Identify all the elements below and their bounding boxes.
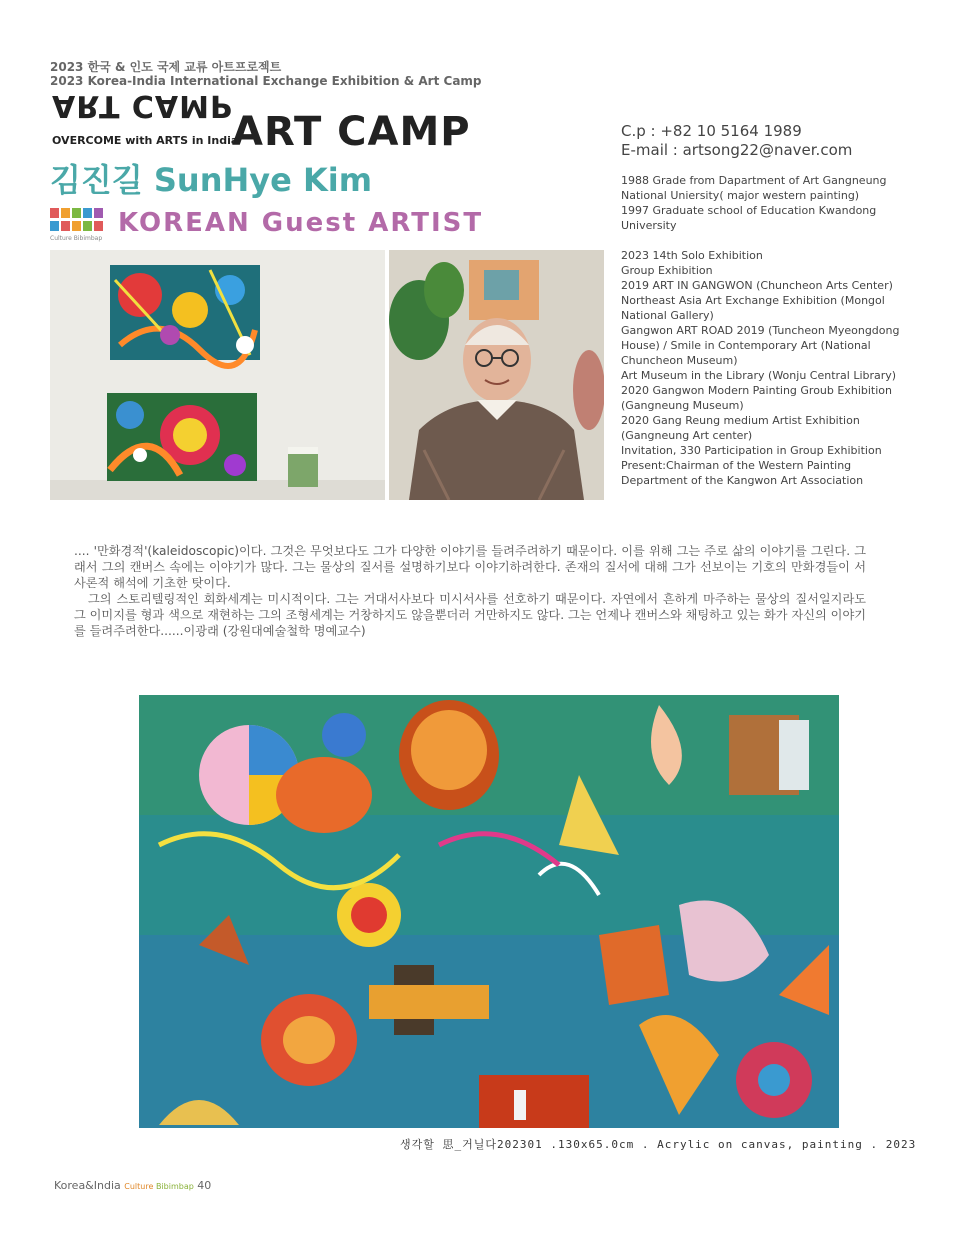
artist-label: KOREAN Guest ARTIST [118,208,484,238]
badge-text: Culture Bibimbap [50,235,103,242]
logo-flipped-text: ART CAMP [52,88,233,123]
bio-exhibition-1: 2023 14th Solo Exhibition [621,249,763,262]
bio-exhibition-11: Department of the Kangwon Art Association [621,474,864,487]
phone-number: C.p : +82 10 5164 1989 [621,122,802,140]
logo-main-text: ART CAMP [232,109,471,155]
email-address: E-mail : artsong22@naver.com [621,141,853,159]
main-artwork-painting [139,695,839,1128]
artist-name: 김진길 SunHye Kim [50,161,373,199]
bio-education-2: 1997 Graduate school of Education Kwandong University [621,204,877,232]
culture-bibimbap-logo [50,208,106,242]
artist-biography [621,173,901,488]
contact-block [621,122,852,160]
page-footer [54,1179,211,1192]
bio-exhibition-8: 2020 Gang Reung medium Artist Exhibition (Gangneung Art center) [621,414,860,442]
page-number: 40 [193,1179,212,1192]
bio-exhibition-10: Present:Chairman of the Western Painting [621,459,852,472]
footer-brand-bibimbap: Bibimbap [155,1182,194,1191]
bio-exhibition-3: 2019 ART IN GANGWON (Chuncheon Arts Center) [621,279,893,292]
bio-exhibition-7: 2020 Gangwon Modern Painting Groub Exhibition (Gangneung Museum) [621,384,892,412]
essay-paragraph-1: .... '만화경적'(kaleidoscopic)이다. 그것은 무엇보다도 그가 다양한 이야기를 들려주려하기 때문이다. 이를 위해 그는 주로 삶의 이야기를 그린다. 그래서 그의 캔버스 속에는 이야기가 많다. 그는 물상의 질서를 설명하기보다 이야기하려한다. 존재의 질서에 대해 그가 선보이는 기호의 만화경들이 서사론적 해석에 기초한 탓이다. [74,544,866,590]
bio-exhibition-4: Northeast Asia Art Exchange Exhibition (Mongol National Gallery) [621,294,885,322]
critic-essay [74,543,866,639]
header-korean-title: 2023 한국 & 인도 국제 교류 아트프로젝트 [50,60,282,74]
header-english-title: 2023 Korea-India International Exchange Exhibition & Art Camp [50,74,482,88]
exhibition-wall-photo [50,250,385,500]
bio-exhibition-5: Gangwon ART ROAD 2019 (Tuncheon Myeongdong House) / Smile in Contemporary Art (National Chuncheon Museum) [621,324,900,367]
bio-exhibition-2: Group Exhibition [621,264,713,277]
artwork-caption: 생각할 思_거닐다202301 .130x65.0cm . Acrylic on canvas, painting . 2023 [400,1138,917,1151]
bio-exhibition-6: Art Museum in the Library (Wonju Central Library) [621,369,897,382]
footer-prefix: Korea&India [54,1179,125,1192]
bio-education-1: 1988 Grade from Dapartment of Art Gangneung National Uniersity( major western painting) [621,174,887,202]
essay-paragraph-2: 그의 스토리텔링적인 회화세계는 미시적이다. 그는 거대서사보다 미시서사를 선호하기 때문이다. 자연에서 흔하게 마주하는 물상의 질서일지라도 그 이미지를 형과 색으로 재현하는 그의 조형세계는 거창하지도 않을뿐더러 거만하지도 않다. 그는 언제나 캔버스와 채팅하고 있는 화가 자신의 이야기를 들려주려한다......이광래 (강원대예술철학 명예교수) [74,592,866,638]
footer-brand-culture: Culture [124,1182,156,1191]
bio-exhibition-9: Invitation, 330 Participation in Group Exhibition [621,444,882,457]
artist-portrait-photo [389,250,604,500]
logo-subtitle: OVERCOME with ARTS in India [52,134,239,147]
